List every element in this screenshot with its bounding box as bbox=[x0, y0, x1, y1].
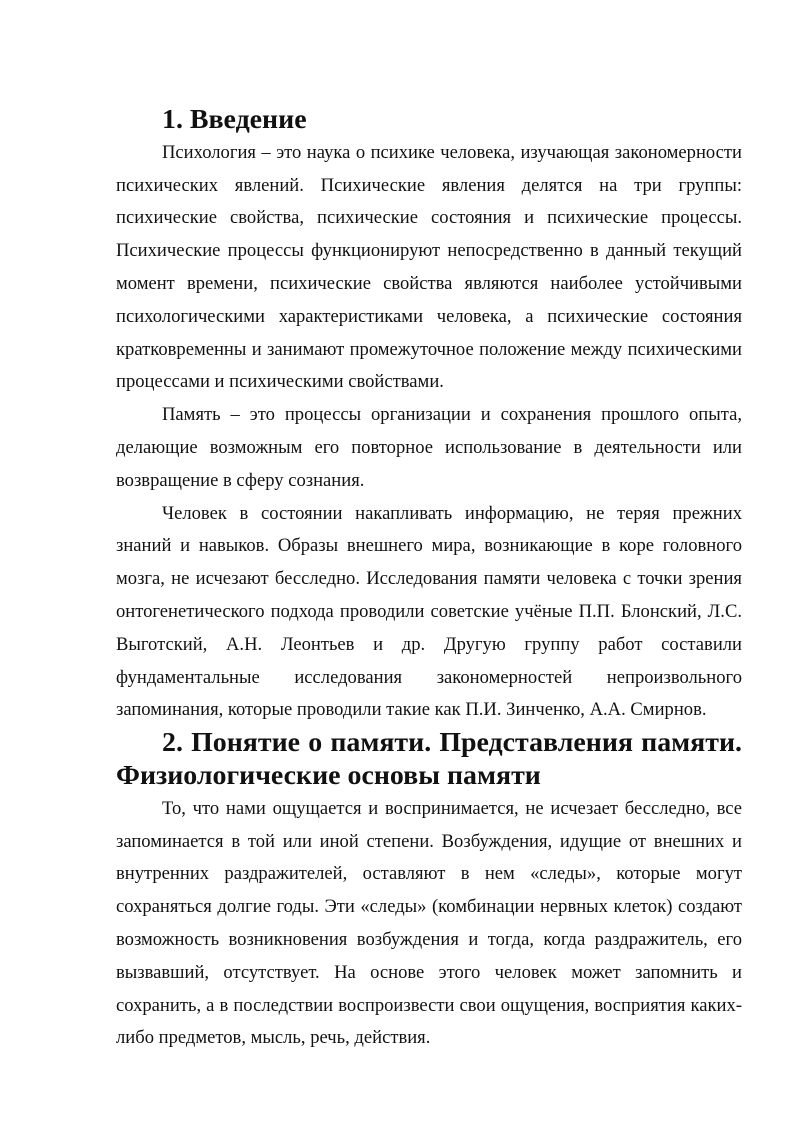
paragraph-memory-definition: Память – это процессы организации и сохранения прошлого опыта, делающие возможным его повторное использование в деятельности или возвращение в сферу сознания. bbox=[116, 404, 742, 491]
section-heading-memory-concept: 2. Понятие о памяти. Представления памяти. Физиологические основы памяти bbox=[116, 727, 742, 791]
paragraph-psychology-definition: Психология – это наука о психике человека, изучающая закономерности психических явлений. Психические явления делятся на три группы: психические свойства, психические состояния и психические процессы. Психические процессы функционируют непосредственно в данный текущий момент времени, психические свойства являются наиболее устойчивыми психологическими характеристиками человека, а психические состояния кратковременны и занимают промежуточное положение между психическими процессами и психическими свойствами. bbox=[116, 141, 742, 393]
paragraph-memory-traces: То, что нами ощущается и воспринимается, не исчезает бесследно, все запоминается в той или иной степени. Возбуждения, идущие от внешних и внутренних раздражителей, оставляют в нем «следы», которые могут сохраняться долгие годы. Эти «следы» (комбинации нервных клеток) создают возможность возникновения возбуждения и тогда, когда раздражитель, его вызвавший, отсутствует. На основе этого человек может запомнить и сохранить, а в последствии воспроизвести свои ощущения, восприятия каких- либо предметов, мысль, речь, действия. bbox=[116, 797, 742, 1049]
document-body bbox=[116, 104, 742, 1055]
paragraph-memory-research: Человек в состоянии накапливать информацию, не теряя прежних знаний и навыков. Образы внешнего мира, возникающие в коре головного мозга, не исчезают бесследно. Исследования памяти человека с точки зрения онтогенетического подхода проводили советские учёные П.П. Блонский, Л.С. Выготский, А.Н. Леонтьев и др. Другую группу работ составили фундаментальные исследования закономерностей непроизвольного запоминания, которые проводили такие как П.И. Зинченко, А.А. Смирнов. bbox=[116, 502, 742, 721]
section-heading-introduction: 1. Введение bbox=[162, 104, 307, 135]
